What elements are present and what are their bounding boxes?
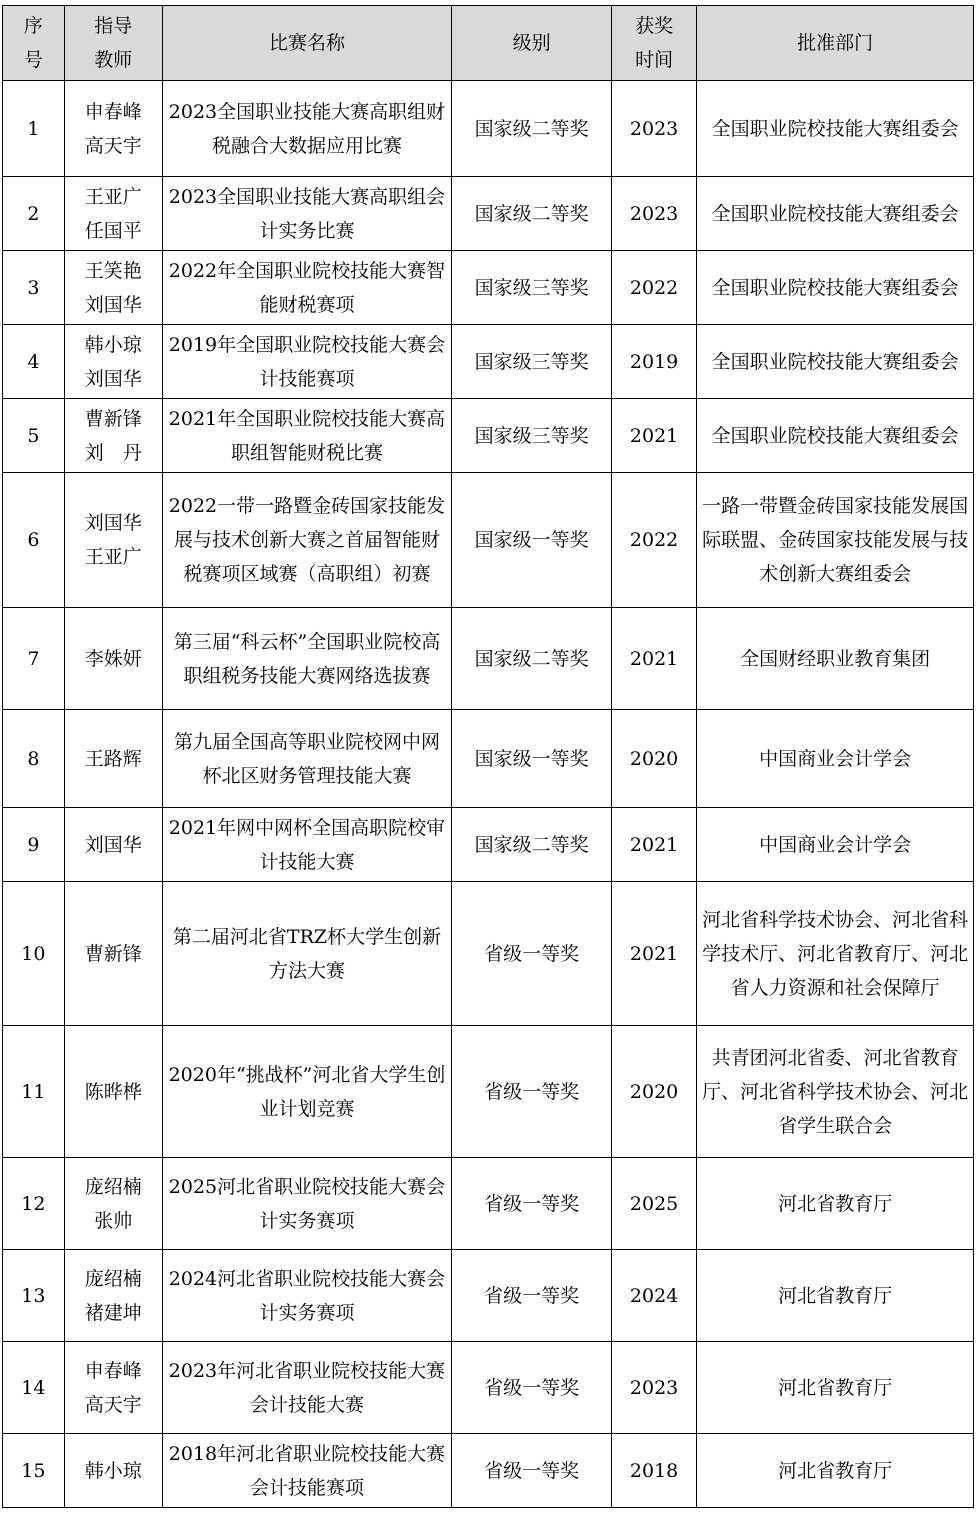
table-row: [3, 1342, 974, 1434]
cell-year: 2025: [611, 1158, 696, 1250]
cell-competition-name: 2018年河北省职业院校技能大赛会计技能赛项: [162, 1434, 452, 1508]
cell-no: 11: [3, 1026, 65, 1158]
teacher-name: 刘国华: [84, 512, 142, 534]
teacher-name: 申春峰: [84, 1359, 142, 1382]
cell-level: 国家级二等奖: [452, 808, 612, 882]
document-page: [2, 5, 974, 1508]
cell-year: 2023: [611, 81, 696, 177]
teacher-name: 陈晔桦: [84, 1080, 142, 1103]
cell-level: 国家级二等奖: [452, 608, 612, 710]
cell-teachers: [64, 882, 162, 1026]
cell-teachers: [64, 399, 162, 473]
table-row: [3, 1026, 974, 1158]
cell-approving-dept: 一路一带暨金砖国家技能发展国际联盟、金砖国家技能发展与技术创新大赛组委会: [697, 473, 974, 608]
awards-table: [2, 5, 974, 1508]
cell-competition-name: 第二届河北省TRZ杯大学生创新方法大赛: [162, 882, 452, 1026]
cell-level: 省级一等奖: [452, 1434, 612, 1508]
cell-competition-name: 2021年全国职业院校技能大赛高职组智能财税比赛: [162, 399, 452, 473]
teacher-name: 庞绍楠: [84, 1267, 142, 1290]
teacher-name: 刘国华: [84, 293, 142, 316]
cell-competition-name: 第三届“科云杯”全国职业院校高职组税务技能大赛网络选拔赛: [162, 608, 452, 710]
table-row: [3, 177, 974, 251]
table-row: [3, 882, 974, 1026]
teacher-name: 张帅: [94, 1209, 133, 1232]
teacher-name: 王亚广: [84, 185, 142, 208]
cell-year: 2019: [611, 325, 696, 399]
cell-no: 9: [3, 808, 65, 882]
teacher-name: 高天宇: [84, 134, 142, 157]
teacher-name: 刘 丹: [84, 441, 142, 464]
teacher-name: 王路辉: [84, 747, 142, 770]
cell-competition-name: 2022年全国职业院校技能大赛智能财税赛项: [162, 251, 452, 325]
cell-year: 2022: [611, 473, 696, 608]
cell-approving-dept: 全国职业院校技能大赛组委会: [697, 81, 974, 177]
teacher-name: 褚建坤: [84, 1301, 142, 1324]
cell-competition-name: 2022一带一路暨金砖国家技能发展与技术创新大赛之首届智能财税赛项区域赛（高职组）初赛: [162, 473, 452, 608]
cell-year: 2020: [611, 710, 696, 808]
cell-level: 国家级一等奖: [452, 710, 612, 808]
cell-teachers: [64, 1434, 162, 1508]
cell-year: 2021: [611, 808, 696, 882]
teacher-name: 高天宇: [84, 1393, 142, 1416]
cell-competition-name: 2023全国职业技能大赛高职组会计实务比赛: [162, 177, 452, 251]
cell-approving-dept: 河北省教育厅: [697, 1250, 974, 1342]
teacher-name: 韩小琼: [84, 333, 142, 356]
cell-teachers: [64, 1250, 162, 1342]
cell-approving-dept: 中国商业会计学会: [697, 808, 974, 882]
header-award-time: 获奖 时间: [611, 6, 696, 81]
cell-year: 2021: [611, 882, 696, 1026]
teacher-name: 申春峰: [84, 100, 142, 123]
cell-level: 国家级一等奖: [452, 473, 612, 608]
header-teacher: 指导 教师: [64, 6, 162, 81]
cell-approving-dept: 河北省教育厅: [697, 1342, 974, 1434]
cell-approving-dept: 河北省科学技术协会、河北省科学技术厅、河北省教育厅、河北省人力资源和社会保障厅: [697, 882, 974, 1026]
cell-no: 4: [3, 325, 65, 399]
teacher-name: 曹新锋: [84, 942, 142, 965]
cell-approving-dept: 中国商业会计学会: [697, 710, 974, 808]
table-row: [3, 1158, 974, 1250]
teacher-name: 李姝妍: [84, 647, 142, 670]
cell-no: 13: [3, 1250, 65, 1342]
header-no: 序 号: [3, 6, 65, 81]
table-row: [3, 710, 974, 808]
cell-teachers: [64, 1026, 162, 1158]
cell-no: 3: [3, 251, 65, 325]
table-row: [3, 1434, 974, 1508]
cell-no: 6: [3, 473, 65, 608]
cell-year: 2024: [611, 1250, 696, 1342]
cell-level: 省级一等奖: [452, 1342, 612, 1434]
table-row: [3, 81, 974, 177]
table-row: [3, 473, 974, 608]
header-approving-dept: 批准部门: [697, 6, 974, 81]
cell-year: 2018: [611, 1434, 696, 1508]
header-level: 级别: [452, 6, 612, 81]
table-row: [3, 808, 974, 882]
cell-competition-name: 2023全国职业技能大赛高职组财税融合大数据应用比赛: [162, 81, 452, 177]
cell-level: 省级一等奖: [452, 1026, 612, 1158]
cell-no: 8: [3, 710, 65, 808]
cell-level: 国家级三等奖: [452, 399, 612, 473]
cell-no: 15: [3, 1434, 65, 1508]
cell-no: 10: [3, 882, 65, 1026]
cell-teachers: [64, 608, 162, 710]
cell-competition-name: 第九届全国高等职业院校网中网杯北区财务管理技能大赛: [162, 710, 452, 808]
cell-level: 国家级三等奖: [452, 251, 612, 325]
cell-no: 2: [3, 177, 65, 251]
cell-no: 5: [3, 399, 65, 473]
cell-teachers: [64, 1158, 162, 1250]
cell-teachers: [64, 473, 162, 608]
cell-approving-dept: 共青团河北省委、河北省教育厅、河北省科学技术协会、河北省学生联合会: [697, 1026, 974, 1158]
cell-teachers: [64, 808, 162, 882]
table-body: [3, 81, 974, 1508]
cell-year: 2020: [611, 1026, 696, 1158]
teacher-name: 曹新锋: [84, 407, 142, 430]
cell-no: 12: [3, 1158, 65, 1250]
cell-approving-dept: 河北省教育厅: [697, 1434, 974, 1508]
table-row: [3, 251, 974, 325]
teacher-name: 庞绍楠: [84, 1175, 142, 1198]
cell-level: 省级一等奖: [452, 1158, 612, 1250]
cell-no: 7: [3, 608, 65, 710]
cell-teachers: [64, 81, 162, 177]
cell-level: 国家级二等奖: [452, 81, 612, 177]
teacher-name: 刘国华: [84, 367, 142, 390]
cell-competition-name: 2020年“挑战杯”河北省大学生创业计划竞赛: [162, 1026, 452, 1158]
cell-approving-dept: 全国职业院校技能大赛组委会: [697, 251, 974, 325]
table-header-row: [3, 6, 974, 81]
table-row: [3, 399, 974, 473]
cell-no: 14: [3, 1342, 65, 1434]
cell-teachers: [64, 325, 162, 399]
cell-teachers: [64, 1342, 162, 1434]
cell-year: 2021: [611, 399, 696, 473]
cell-approving-dept: 全国职业院校技能大赛组委会: [697, 177, 974, 251]
teacher-name: 王亚广: [84, 546, 142, 568]
teacher-name: 王笑艳: [84, 259, 142, 282]
cell-teachers: [64, 177, 162, 251]
cell-teachers: [64, 710, 162, 808]
cell-year: 2023: [611, 1342, 696, 1434]
teacher-name: 韩小琼: [84, 1459, 142, 1482]
cell-no: 1: [3, 81, 65, 177]
table-row: [3, 608, 974, 710]
cell-level: 国家级二等奖: [452, 177, 612, 251]
cell-competition-name: 2019年全国职业院校技能大赛会计技能赛项: [162, 325, 452, 399]
cell-teachers: [64, 251, 162, 325]
cell-competition-name: 2023年河北省职业院校技能大赛会计技能大赛: [162, 1342, 452, 1434]
cell-year: 2021: [611, 608, 696, 710]
cell-approving-dept: 全国职业院校技能大赛组委会: [697, 399, 974, 473]
teacher-name: 任国平: [84, 219, 142, 242]
cell-competition-name: 2021年网中网杯全国高职院校审计技能大赛: [162, 808, 452, 882]
cell-competition-name: 2025河北省职业院校技能大赛会计实务赛项: [162, 1158, 452, 1250]
teacher-name: 刘国华: [84, 833, 142, 856]
cell-level: 省级一等奖: [452, 882, 612, 1026]
cell-approving-dept: 全国职业院校技能大赛组委会: [697, 325, 974, 399]
cell-year: 2022: [611, 251, 696, 325]
table-row: [3, 325, 974, 399]
cell-level: 省级一等奖: [452, 1250, 612, 1342]
cell-approving-dept: 河北省教育厅: [697, 1158, 974, 1250]
cell-year: 2023: [611, 177, 696, 251]
cell-competition-name: 2024河北省职业院校技能大赛会计实务赛项: [162, 1250, 452, 1342]
table-row: [3, 1250, 974, 1342]
header-competition-name: 比赛名称: [162, 6, 452, 81]
cell-level: 国家级三等奖: [452, 325, 612, 399]
cell-approving-dept: 全国财经职业教育集团: [697, 608, 974, 710]
